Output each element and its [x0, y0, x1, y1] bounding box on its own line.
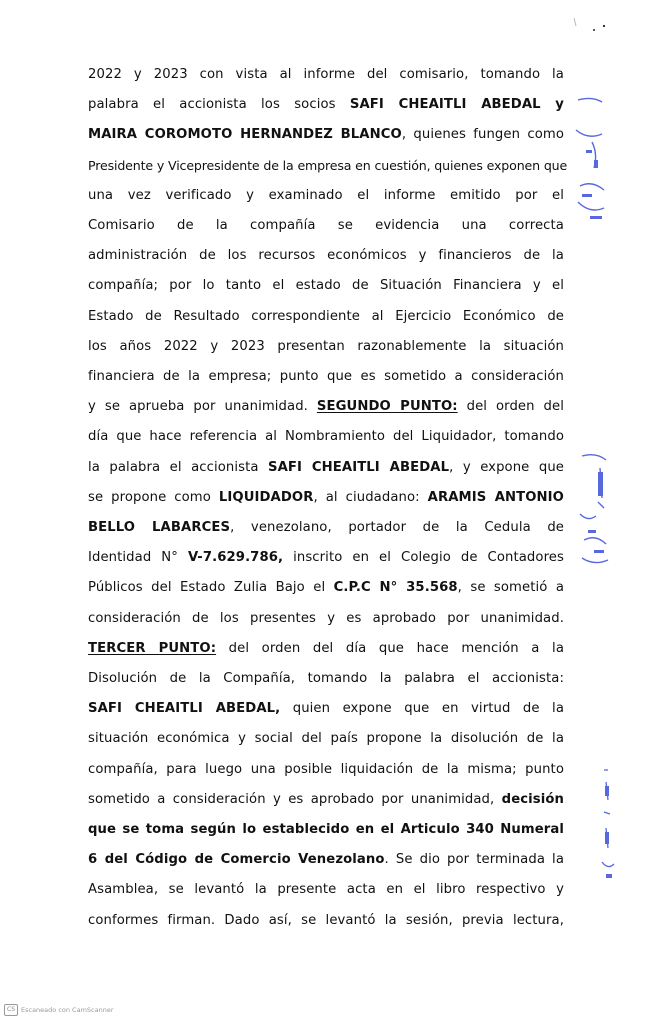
body-text: los años 2022 y 2023 presentan razonablemente la situación	[88, 339, 564, 354]
document-line	[88, 700, 564, 718]
bold-text: MAIRA COROMOTO HERNANDEZ BLANCO	[88, 127, 402, 142]
document-line	[88, 217, 564, 235]
bold-text: LIQUIDADOR	[218, 490, 314, 505]
body-text: situación económica y social del país propone la disolución de la	[88, 731, 564, 746]
scanner-watermark-text: Escaneado con CamScanner	[21, 1006, 114, 1014]
body-text: 2022 y 2023 con vista al informe del comisario, tomando la	[88, 67, 564, 82]
document-line	[88, 398, 564, 416]
document-line	[88, 579, 564, 597]
camscanner-logo: CS	[4, 1004, 18, 1016]
seal-stamp-bottom-icon	[596, 766, 620, 886]
bold-text: BELLO LABARCES	[88, 520, 231, 535]
document-line	[88, 730, 564, 748]
body-text: , y expone que	[449, 460, 564, 475]
underlined-heading: TERCER PUNTO:	[88, 641, 217, 656]
bold-text: SAFI CHEAITLI ABEDAL y	[349, 97, 564, 112]
bold-text: V-7.629.786,	[187, 550, 284, 565]
document-line	[88, 881, 564, 899]
document-line	[88, 96, 564, 114]
bold-text: que se toma según lo establecido en el Articulo 340 Numeral	[88, 822, 564, 837]
document-line	[88, 66, 564, 84]
body-text: Públicos del Estado Zulia Bajo el	[88, 580, 334, 595]
body-text: Comisario de la compañía se evidencia una correcta	[88, 218, 564, 233]
document-line	[88, 187, 564, 205]
document-line	[88, 489, 564, 507]
bold-text: SAFI CHEAITLI ABEDAL	[267, 460, 450, 475]
body-text: , venezolano, portador de la Cedula de	[230, 520, 565, 535]
document-line	[88, 247, 564, 265]
body-text: Presidente y Vicepresidente de la empresa en cuestión, quienes exponen que	[88, 158, 568, 173]
body-text: la palabra el accionista	[88, 460, 268, 475]
bold-text	[88, 641, 216, 656]
body-text: , al ciudadano:	[313, 490, 428, 505]
document-line	[88, 912, 564, 930]
document-line	[88, 338, 564, 356]
body-text: , se sometió a	[457, 580, 564, 595]
body-text: Identidad N°	[88, 550, 188, 565]
body-text: conformes firman. Dado así, se levantó la sesión, previa lectura,	[88, 913, 564, 928]
body-text: compañía; por lo tanto el estado de Situación Financiera y el	[88, 278, 564, 293]
document-line	[88, 428, 564, 446]
body-text: . Se dio por terminada la	[384, 852, 564, 867]
bold-text: decisión	[501, 792, 564, 807]
body-text: Disolución de la Compañía, tomando la palabra el accionista:	[88, 671, 564, 686]
document-line	[88, 549, 564, 567]
body-text: sometido a consideración y es aprobado por unanimidad,	[88, 792, 502, 807]
scan-marks-icon	[570, 12, 610, 36]
seal-stamp-top-icon	[572, 90, 608, 230]
body-text: compañía, para luego una posible liquidación de la misma; punto	[88, 762, 564, 777]
document-line	[88, 791, 564, 809]
bold-text	[317, 399, 458, 414]
body-text: administración de los recursos económicos y financieros de la	[88, 248, 564, 263]
document-line	[88, 640, 564, 658]
bold-text: C.P.C N° 35.568	[333, 580, 458, 595]
scanner-watermark	[4, 1004, 114, 1016]
document-line	[88, 126, 564, 144]
body-text: se propone como	[88, 490, 219, 505]
body-text: quien expone que en virtud de la	[280, 701, 564, 716]
document-line	[88, 851, 564, 869]
body-text: día que hace referencia al Nombramiento del Liquidador, tomando	[88, 429, 564, 444]
body-text: Asamblea, se levantó la presente acta en el libro respectivo y	[88, 882, 564, 897]
document-line	[88, 761, 564, 779]
body-text: del orden del	[457, 399, 564, 414]
bold-text: 6 del Código de Comercio Venezolano	[88, 852, 385, 867]
underlined-heading: SEGUNDO PUNTO:	[316, 399, 458, 414]
bold-text: ARAMIS ANTONIO	[427, 490, 564, 505]
document-line	[88, 157, 568, 175]
document-line	[88, 519, 564, 537]
body-text: del orden del día que hace mención a la	[216, 641, 564, 656]
body-text: palabra el accionista los socios	[88, 97, 350, 112]
body-text: Estado de Resultado correspondiente al Ejercicio Económico de	[88, 309, 564, 324]
document-line	[88, 277, 564, 295]
seal-stamp-middle-icon	[574, 450, 610, 580]
document-line	[88, 459, 564, 477]
document-line	[88, 670, 564, 688]
body-text: financiera de la empresa; punto que es sometido a consideración	[88, 369, 564, 384]
document-line	[88, 368, 564, 386]
body-text: una vez verificado y examinado el informe emitido por el	[88, 188, 564, 203]
body-text: y se aprueba por unanimidad.	[88, 399, 317, 414]
body-text: , quienes fungen como	[401, 127, 564, 142]
document-line	[88, 610, 564, 628]
bold-text: SAFI CHEAITLI ABEDAL,	[88, 701, 281, 716]
body-text: inscrito en el Colegio de Contadores	[283, 550, 564, 565]
document-line	[88, 821, 564, 839]
body-text: consideración de los presentes y es aprobado por unanimidad.	[88, 611, 564, 626]
document-line	[88, 308, 564, 326]
